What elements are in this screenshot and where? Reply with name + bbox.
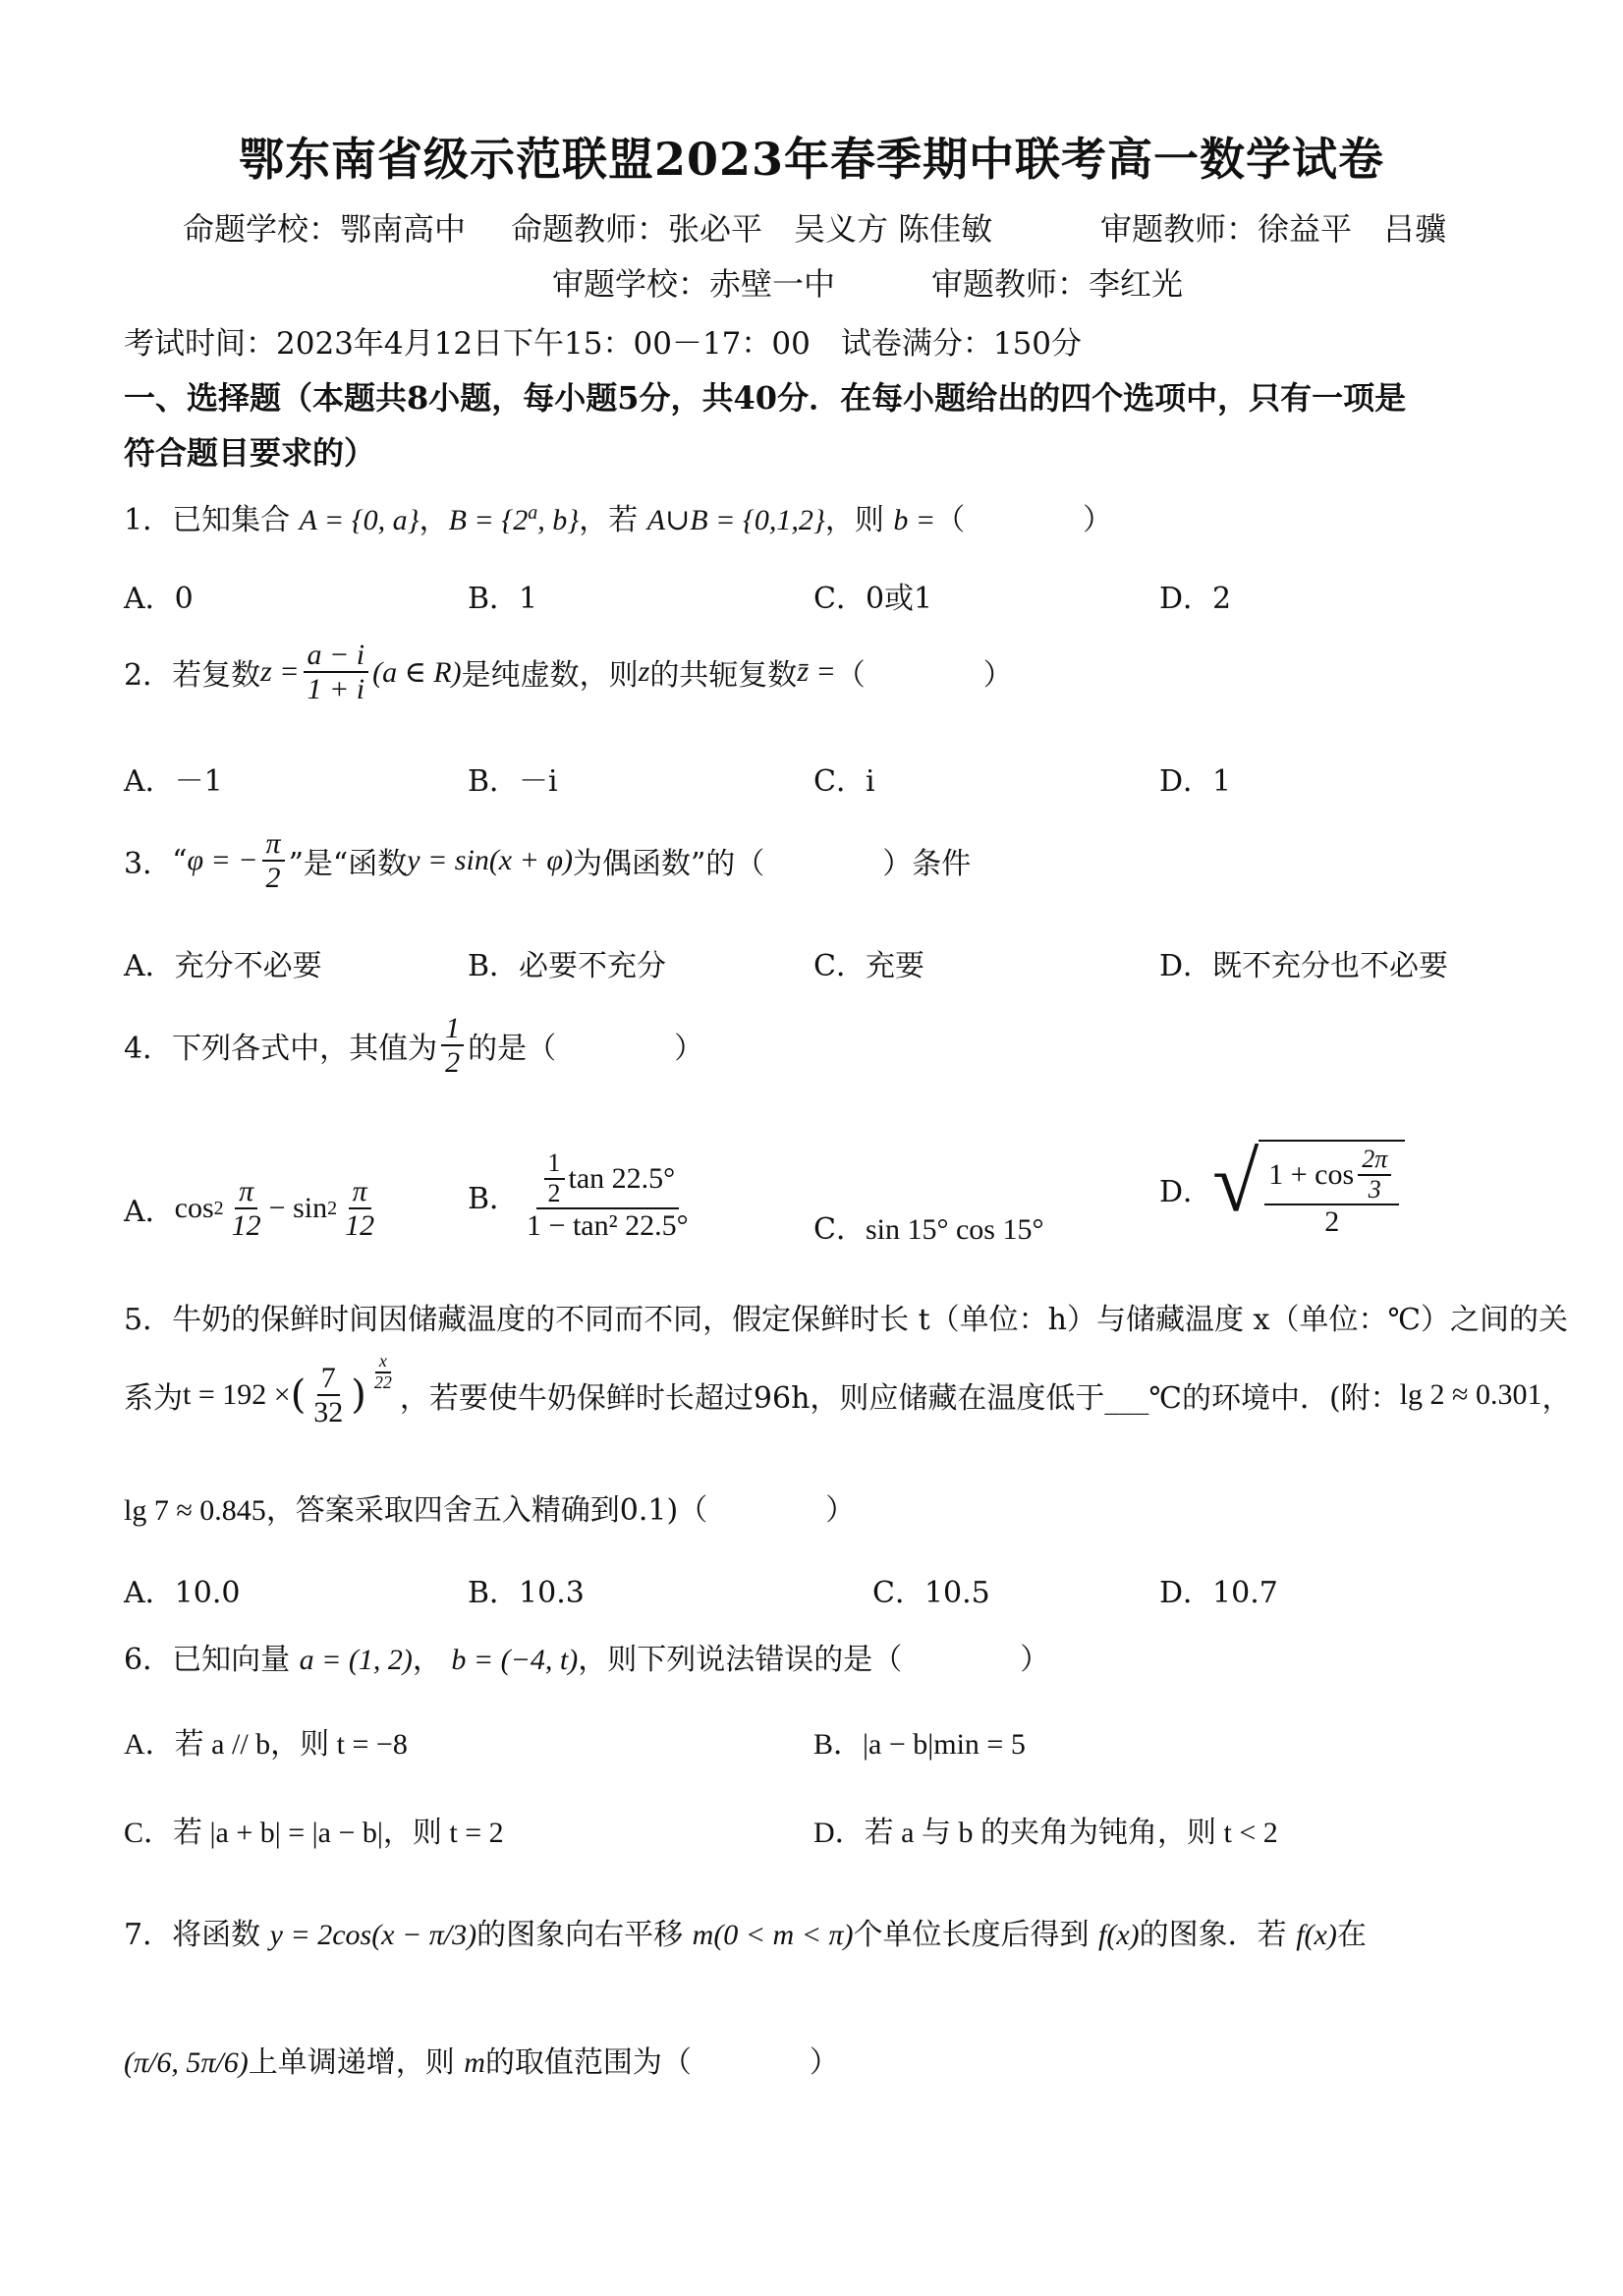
set-b-exponent: a (528, 502, 538, 524)
answer-bracket: （ ） (935, 503, 1113, 537)
stem-text: 的共轭复数 (649, 658, 798, 693)
fraction-denominator: 1 + i (307, 673, 365, 705)
stem-text: 若复数 (172, 658, 261, 693)
question-3 (124, 827, 971, 894)
q2-option-d: D．1 (1159, 764, 1232, 799)
set-a: A = {0, a} (299, 504, 420, 536)
union-expression: A∪B = {0,1,2} (646, 504, 825, 536)
q1-option-c: C．0或1 (813, 582, 933, 616)
left-paren: ( (290, 1372, 307, 1418)
exponent-fraction (370, 1352, 396, 1393)
stem-text: 是纯虚数，则 (461, 658, 639, 693)
separator: ， (419, 503, 449, 537)
tan-fraction (523, 1149, 693, 1242)
section-heading-line2: 符合题目要求的） (124, 434, 376, 472)
q2-option-a: A．－1 (124, 764, 223, 799)
phi-equals: φ = − (187, 844, 258, 876)
stem-text: 已知集合 (172, 503, 291, 537)
q3-option-b: B．必要不充分 (468, 949, 667, 983)
vector-b: b = (−4, t) (451, 1644, 579, 1676)
stem-text: 上单调递增，则 (248, 2045, 455, 2080)
q1-option-b: B．1 (468, 582, 538, 616)
fraction-denominator: 2 (445, 1046, 461, 1079)
q5-option-a: A．10.0 (124, 1576, 241, 1610)
stem-text: 系为 (124, 1381, 183, 1416)
question-number: 2． (124, 658, 173, 693)
set-b-start: B = {2 (448, 504, 529, 536)
function-expression: y = 2cos(x − π/3) (269, 1919, 477, 1951)
pi-over-twelve (228, 1175, 265, 1242)
conjugate-expression: z̄ = (797, 655, 836, 688)
pi-over-twelve (341, 1175, 378, 1242)
stem-text: ，若要使牛奶保鲜时长超过96h，则应储藏在温度低于___℃的环境中．(附： (399, 1381, 1400, 1416)
setter-school: 命题学校：鄂南高中 (183, 210, 467, 248)
question-7-line2 (124, 2038, 839, 2081)
reviewer-teacher: 审题教师：李红光 (931, 265, 1184, 303)
separator: ， (412, 1643, 442, 1677)
function-expression: y = sin(x + φ) (407, 844, 573, 876)
reviewer-school: 审题学校：赤壁一中 (552, 265, 836, 303)
z-equals: z = (260, 655, 300, 688)
stem-text: 的取值范围为（ ） (484, 2045, 839, 2080)
stem-text: 个单位长度后得到 (853, 1918, 1090, 1952)
vector-a: a = (1, 2) (299, 1644, 413, 1676)
fraction-numerator: 7 (317, 1362, 340, 1396)
question-4 (124, 1012, 703, 1079)
setter-teachers: 命题教师：张必平 吴义方 陈佳敏 (511, 210, 993, 248)
fraction-numerator: x (375, 1352, 391, 1373)
q4-option-d (1159, 1135, 1405, 1239)
stem-text: ，则 (824, 503, 884, 537)
q4-option-c (813, 1204, 1043, 1248)
stem-text: 将函数 (172, 1918, 261, 1952)
fraction-denominator: 2 (1324, 1205, 1340, 1239)
lg2-value: lg 2 ≈ 0.301 (1399, 1378, 1542, 1411)
cos-text: 1 + cos (1268, 1158, 1355, 1192)
q3-option-a: A．充分不必要 (124, 949, 322, 983)
fraction-numerator: π (235, 1175, 257, 1209)
reviewer-teachers: 审题教师：徐益平 吕骥 (1100, 210, 1447, 248)
question-5-line1 (124, 1295, 1568, 1338)
fraction-denominator: 2 (547, 1178, 561, 1207)
q5-option-b: B．10.3 (468, 1576, 585, 1610)
option-expression: sin 15° cos 15° (865, 1213, 1044, 1246)
fraction-numerator: 2π (1358, 1146, 1391, 1176)
q6-option-a: A．若 a // b，则 t = −8 (124, 1728, 408, 1761)
q5-option-c: C．10.5 (872, 1576, 990, 1610)
exam-title: 鄂东南省级示范联盟2023年春季期中联考高一数学试卷 (238, 133, 1385, 186)
fraction-numerator (1264, 1146, 1399, 1205)
f-of-x: f(x) (1098, 1919, 1140, 1951)
stem-text: 为偶函数”的（ ）条件 (572, 847, 972, 881)
answer-bracket: （ ） (835, 658, 1013, 693)
one-half (441, 1012, 464, 1079)
fraction-denominator: 22 (373, 1372, 392, 1392)
pi-over-two (262, 827, 285, 894)
stem-text: 下列各式中，其值为 (172, 1032, 438, 1066)
question-number: 3． (124, 847, 173, 881)
stem-text: 在 (1336, 1918, 1367, 1952)
q4-option-b (468, 1149, 697, 1242)
complex-fraction (304, 639, 369, 705)
seven-over-thirtytwo (309, 1362, 347, 1428)
q1-option-a: A．0 (124, 582, 194, 616)
option-label: A． (124, 1195, 175, 1229)
question-number: 4． (124, 1032, 173, 1066)
square-root (1212, 1135, 1405, 1239)
fraction-numerator: π (349, 1175, 371, 1209)
q3-option-c: C．充要 (813, 949, 924, 983)
q6-option-d: D．若 a 与 b 的夹角为钝角，则 t < 2 (813, 1817, 1278, 1849)
fraction-numerator: 1 (544, 1149, 565, 1180)
q4-option-a (124, 1175, 382, 1242)
radicand (1259, 1140, 1405, 1238)
m-condition: m(0 < m < π) (692, 1919, 854, 1951)
stem-text: 的图象向右平移 (476, 1918, 684, 1952)
sin-text: − sin (268, 1192, 328, 1224)
lg7-value: lg 7 ≈ 0.845 (124, 1494, 266, 1527)
option-label: D． (1159, 1175, 1213, 1210)
option-label: B． (468, 1182, 520, 1217)
question-7-line1 (124, 1910, 1367, 1953)
q6-option-b: B．|a − b|min = 5 (813, 1728, 1026, 1761)
question-6 (124, 1635, 1049, 1678)
condition: (a ∈ R) (372, 655, 462, 689)
square-exponent: 2 (327, 1197, 338, 1219)
cos-text: cos (174, 1192, 214, 1224)
question-number: 7． (124, 1918, 173, 1952)
fraction-denominator: 2 (265, 862, 281, 894)
fraction-numerator: π (262, 827, 285, 862)
stem-text: ”是“函数 (288, 847, 408, 881)
question-2 (124, 639, 1013, 705)
two-pi-over-three (1358, 1146, 1391, 1204)
f-of-x: f(x) (1296, 1919, 1337, 1951)
square-exponent: 2 (213, 1197, 224, 1219)
question-5-line2 (124, 1351, 1572, 1428)
stem-text: ，则下列说法错误的是（ ） (578, 1643, 1050, 1677)
stem-text: 已知向量 (172, 1643, 291, 1677)
section-heading-line1: 一、选择题（本题共8小题，每小题5分，共40分．在每小题给出的四个选项中，只有一项是 (124, 379, 1407, 417)
fraction-denominator: 12 (231, 1209, 261, 1242)
q1-option-d: D．2 (1159, 582, 1232, 616)
radical-sign-icon: √ (1212, 1135, 1259, 1229)
ask-expression: b = (893, 504, 936, 536)
q6-option-c: C．若 |a + b| = |a − b|，则 t = 2 (124, 1817, 504, 1849)
question-number: 6． (124, 1643, 173, 1677)
fraction-numerator (536, 1149, 680, 1209)
stem-text: ，若 (579, 503, 639, 537)
separator: ， (1541, 1381, 1572, 1416)
fraction-denominator: 1 − tan² 22.5° (527, 1209, 689, 1243)
fraction-denominator: 3 (1368, 1174, 1381, 1204)
set-b-end: , b} (537, 504, 580, 536)
exam-info: 考试时间：2023年4月12日下午15：00－17：00 试卷满分：150分 (124, 326, 1083, 362)
tan-text: tan 22.5° (568, 1162, 676, 1196)
stem-text: 的是（ ） (468, 1032, 704, 1066)
q2-option-b: B．－i (468, 764, 558, 799)
question-1 (124, 495, 1112, 538)
t-equals: t = 192 × (183, 1378, 291, 1411)
m-symbol: m (464, 2046, 485, 2079)
q5-option-d: D．10.7 (1159, 1576, 1278, 1610)
z-symbol: z (638, 655, 650, 688)
stem-text: ，答案采取四舍五入精确到0.1)（ ） (265, 1493, 856, 1528)
interval: (π/6, 5π/6) (124, 2046, 249, 2079)
q3-option-d: D．既不充分也不必要 (1159, 949, 1449, 983)
radicand-fraction (1264, 1146, 1399, 1238)
quote-open: “ (172, 843, 188, 878)
q2-option-c: C．i (813, 764, 875, 799)
stem-text: 的图象．若 (1139, 1918, 1287, 1952)
question-number: 1． (124, 503, 173, 537)
option-label: C． (813, 1212, 866, 1247)
fraction-denominator: 32 (313, 1396, 344, 1428)
fraction-denominator: 12 (345, 1209, 375, 1242)
stem-text: 牛奶的保鲜时间因储藏温度的不同而不同，假定保鲜时长 t（单位：h）与储藏温度 x（单位：℃）之间的关 (172, 1303, 1569, 1337)
half-fraction (544, 1149, 565, 1207)
question-number: 5． (124, 1303, 173, 1337)
question-5-line3 (124, 1485, 855, 1529)
fraction-numerator: 1 (441, 1012, 464, 1046)
right-paren: ) (351, 1372, 366, 1418)
fraction-numerator: a − i (304, 639, 369, 673)
